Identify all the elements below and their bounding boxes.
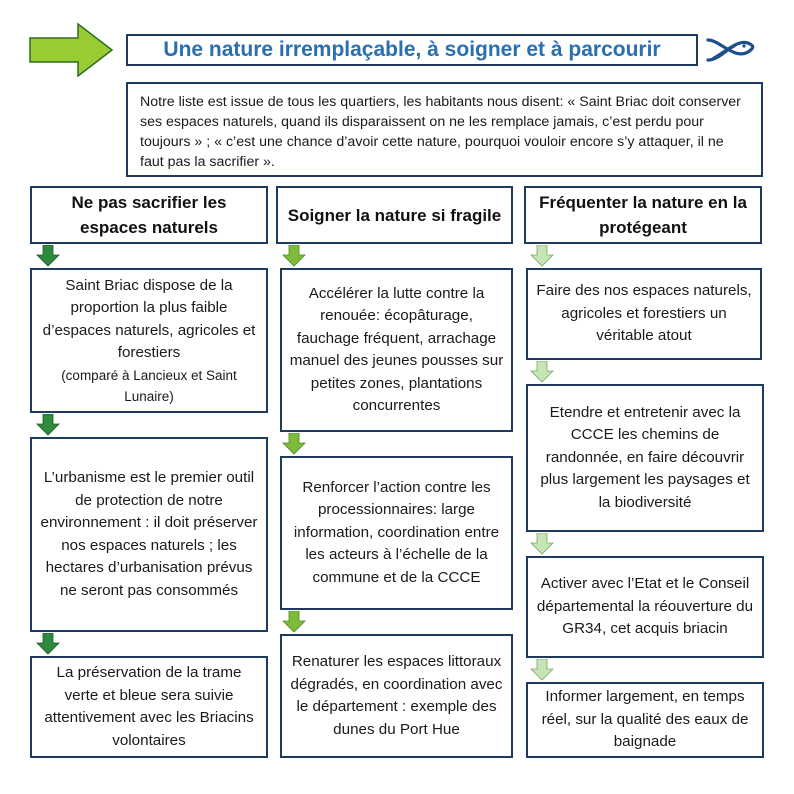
col-2-item-2: Renforcer l’action contre les processionnaires: large information, coordination entre les acteurs à l’échelle de la commune et de la CCCE <box>280 456 513 610</box>
down-arrow-icon <box>282 433 306 455</box>
col-3-item-3: Activer avec l’Etat et le Conseil départemental la réouverture du GR34, cet acquis briacin <box>526 556 764 658</box>
down-arrow-icon <box>36 633 60 655</box>
down-arrow-icon <box>530 533 554 555</box>
col-1-item-1 <box>30 268 268 413</box>
col-3-item-2: Etendre et entretenir avec la CCCE les chemins de randonnée, en faire découvrir plus largement les paysages et la biodiversité <box>526 384 764 532</box>
down-arrow-icon <box>530 245 554 267</box>
down-arrow-icon <box>530 361 554 383</box>
col-1-item-3: La préservation de la trame verte et bleue sera suivie attentivement avec les Briacins volontaires <box>30 656 268 758</box>
col-2-item-3: Renaturer les espaces littoraux dégradés, en coordination avec le département : exemple des dunes du Port Hue <box>280 634 513 758</box>
page-title-text: Une nature irremplaçable, à soigner et à parcourir <box>163 38 661 61</box>
down-arrow-icon <box>530 659 554 681</box>
page-title <box>126 34 698 66</box>
heading-col-3: Fréquenter la nature en la protégeant <box>524 186 762 244</box>
down-arrow-icon <box>36 245 60 267</box>
lime-arrow-icon <box>28 22 114 78</box>
down-arrow-icon <box>36 414 60 436</box>
fish-logo-icon <box>704 36 758 64</box>
heading-col-1: Ne pas sacrifier les espaces naturels <box>30 186 268 244</box>
intro-quote: Notre liste est issue de tous les quartiers, les habitants nous disent: « Saint Briac doit conserver ses espaces naturels, quand ils disparaissent on ne les remplace jamais, c’est perdu pour toujours » ; « c’est une chance d’avoir cette nature, pourquoi vouloir encore s’y attaquer, il ne faut pas la sacrifier ». <box>126 82 763 177</box>
col-2-item-1: Accélérer la lutte contre la renouée: écopâturage, fauchage fréquent, arrachage manuel des jeunes pousses sur petites zones, plantations concurrentes <box>280 268 513 432</box>
down-arrow-icon <box>282 611 306 633</box>
heading-col-2: Soigner la nature si fragile <box>276 186 513 244</box>
down-arrow-icon <box>282 245 306 267</box>
col-3-item-4: Informer largement, en temps réel, sur la qualité des eaux de baignade <box>526 682 764 758</box>
col-1-item-1-note: (comparé à Lancieux et Saint Lunaire) <box>61 367 237 404</box>
col-3-item-1: Faire des nos espaces naturels, agricoles et forestiers un véritable atout <box>526 268 762 360</box>
col-1-item-1-text: Saint Briac dispose de la proportion la plus faible d’espaces naturels, agricoles et forestiers <box>42 276 256 361</box>
col-1-item-2: L’urbanisme est le premier outil de protection de notre environnement : il doit préserver nos espaces naturels ; les hectares d’urbanisation prévus ne seront pas consommés <box>30 437 268 632</box>
